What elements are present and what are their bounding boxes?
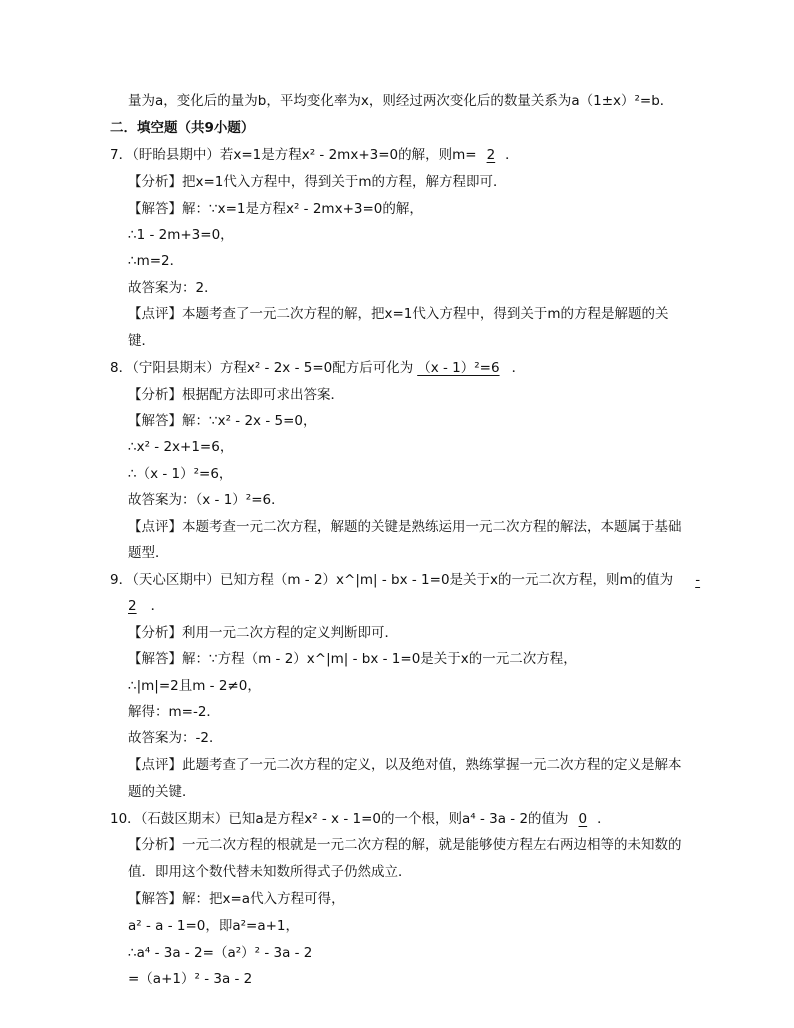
- q8-solution-2: ∴x² - 2x+1=6，: [128, 439, 234, 455]
- q8-stem: 8．（宁阳县期末）方程x² - 2x - 5=0配方后可化为: [110, 360, 414, 376]
- q7-solution-2: ∴1 - 2m+3=0，: [128, 227, 234, 243]
- section-title: 二．填空题（共9小题）: [110, 120, 255, 136]
- q7-comment-2: 键．: [128, 333, 155, 349]
- q9-comment-1: 【点评】此题考查了一元二次方程的定义，以及绝对值，熟练掌握一元二次方程的定义是解本: [128, 757, 682, 773]
- q10-analysis-2: 值．即用这个数代替未知数所得式子仍然成立．: [128, 864, 412, 880]
- intro-line: 量为a，变化后的量为b，平均变化率为x，则经过两次变化后的数量关系为a（1±x）²=b．: [128, 93, 674, 109]
- q9-solution-1: 【解答】解：∵方程（m - 2）x^|m| - bx - 1=0是关于x的一元二次方程，: [128, 651, 577, 667]
- q8-answer: （x - 1）²=6: [417, 360, 500, 376]
- q7-final-answer: 故答案为：2．: [128, 280, 218, 296]
- question-7: [110, 146, 519, 164]
- q9-stem: 9．（天心区期中）已知方程（m - 2）x^|m| - bx - 1=0是关于x的一元二次方程，则m的值为: [110, 572, 674, 588]
- q7-comment-1: 【点评】本题考查了一元二次方程的解，把x=1代入方程中，得到关于m的方程是解题的关: [128, 306, 669, 322]
- q9-answer-sign: -: [695, 572, 701, 588]
- q8-final-answer: 故答案为：（x - 1）²=6．: [128, 492, 285, 508]
- question-8: [110, 359, 525, 377]
- q7-period: ．: [505, 147, 519, 163]
- q10-solution-4: =（a+1）² - 3a - 2: [128, 971, 253, 987]
- q7-analysis: 【分析】把x=1代入方程中，得到关于m的方程，解方程即可．: [128, 174, 507, 190]
- q10-period: ．: [597, 811, 611, 827]
- q9-answer-digit: 2: [128, 598, 137, 614]
- question-9: [110, 571, 704, 589]
- q9-answer-continued: [128, 597, 164, 615]
- q10-solution-3: ∴a⁴ - 3a - 2=（a²）² - 3a - 2: [128, 945, 313, 961]
- q9-solution-3: 解得：m=-2．: [128, 704, 220, 720]
- q9-comment-2: 题的关键．: [128, 784, 196, 800]
- q10-stem: 10．（石鼓区期末）已知a是方程x² - x - 1=0的一个根，则a⁴ - 3a - 2的值为: [110, 811, 569, 827]
- q10-solution-1: 【解答】解：把x=a代入方程可得，: [128, 891, 345, 907]
- q8-comment-1: 【点评】本题考查一元二次方程，解题的关键是熟练运用一元二次方程的解法，本题属于基础: [128, 519, 682, 535]
- q8-solution-3: ∴（x - 1）²=6，: [128, 466, 233, 482]
- q9-final-answer: 故答案为：-2．: [128, 730, 223, 746]
- q8-period: ．: [511, 360, 526, 376]
- q9-period: ．: [150, 598, 165, 614]
- q10-solution-2: a² - a - 1=0，即a²=a+1，: [128, 918, 300, 934]
- q7-solution-3: ∴m=2．: [128, 253, 184, 269]
- q10-analysis-1: 【分析】一元二次方程的根就是一元二次方程的解，就是能够使方程左右两边相等的未知数的: [128, 837, 682, 853]
- q7-solution-1: 【解答】解：∵x=1是方程x² - 2mx+3=0的解，: [128, 201, 423, 217]
- q8-comment-2: 题型．: [128, 545, 169, 561]
- question-10: [110, 810, 611, 828]
- q8-solution-1: 【解答】解：∵x² - 2x - 5=0，: [128, 413, 317, 429]
- q10-answer: 0: [578, 811, 588, 827]
- q7-stem: 7．（盱眙县期中）若x=1是方程x² - 2mx+3=0的解，则m=: [110, 147, 477, 163]
- q9-solution-2: ∴|m|=2且m - 2≠0，: [128, 678, 261, 694]
- q7-answer: 2: [486, 147, 496, 163]
- q8-analysis: 【分析】根据配方法即可求出答案．: [128, 387, 344, 403]
- q9-analysis: 【分析】利用一元二次方程的定义判断即可．: [128, 625, 398, 641]
